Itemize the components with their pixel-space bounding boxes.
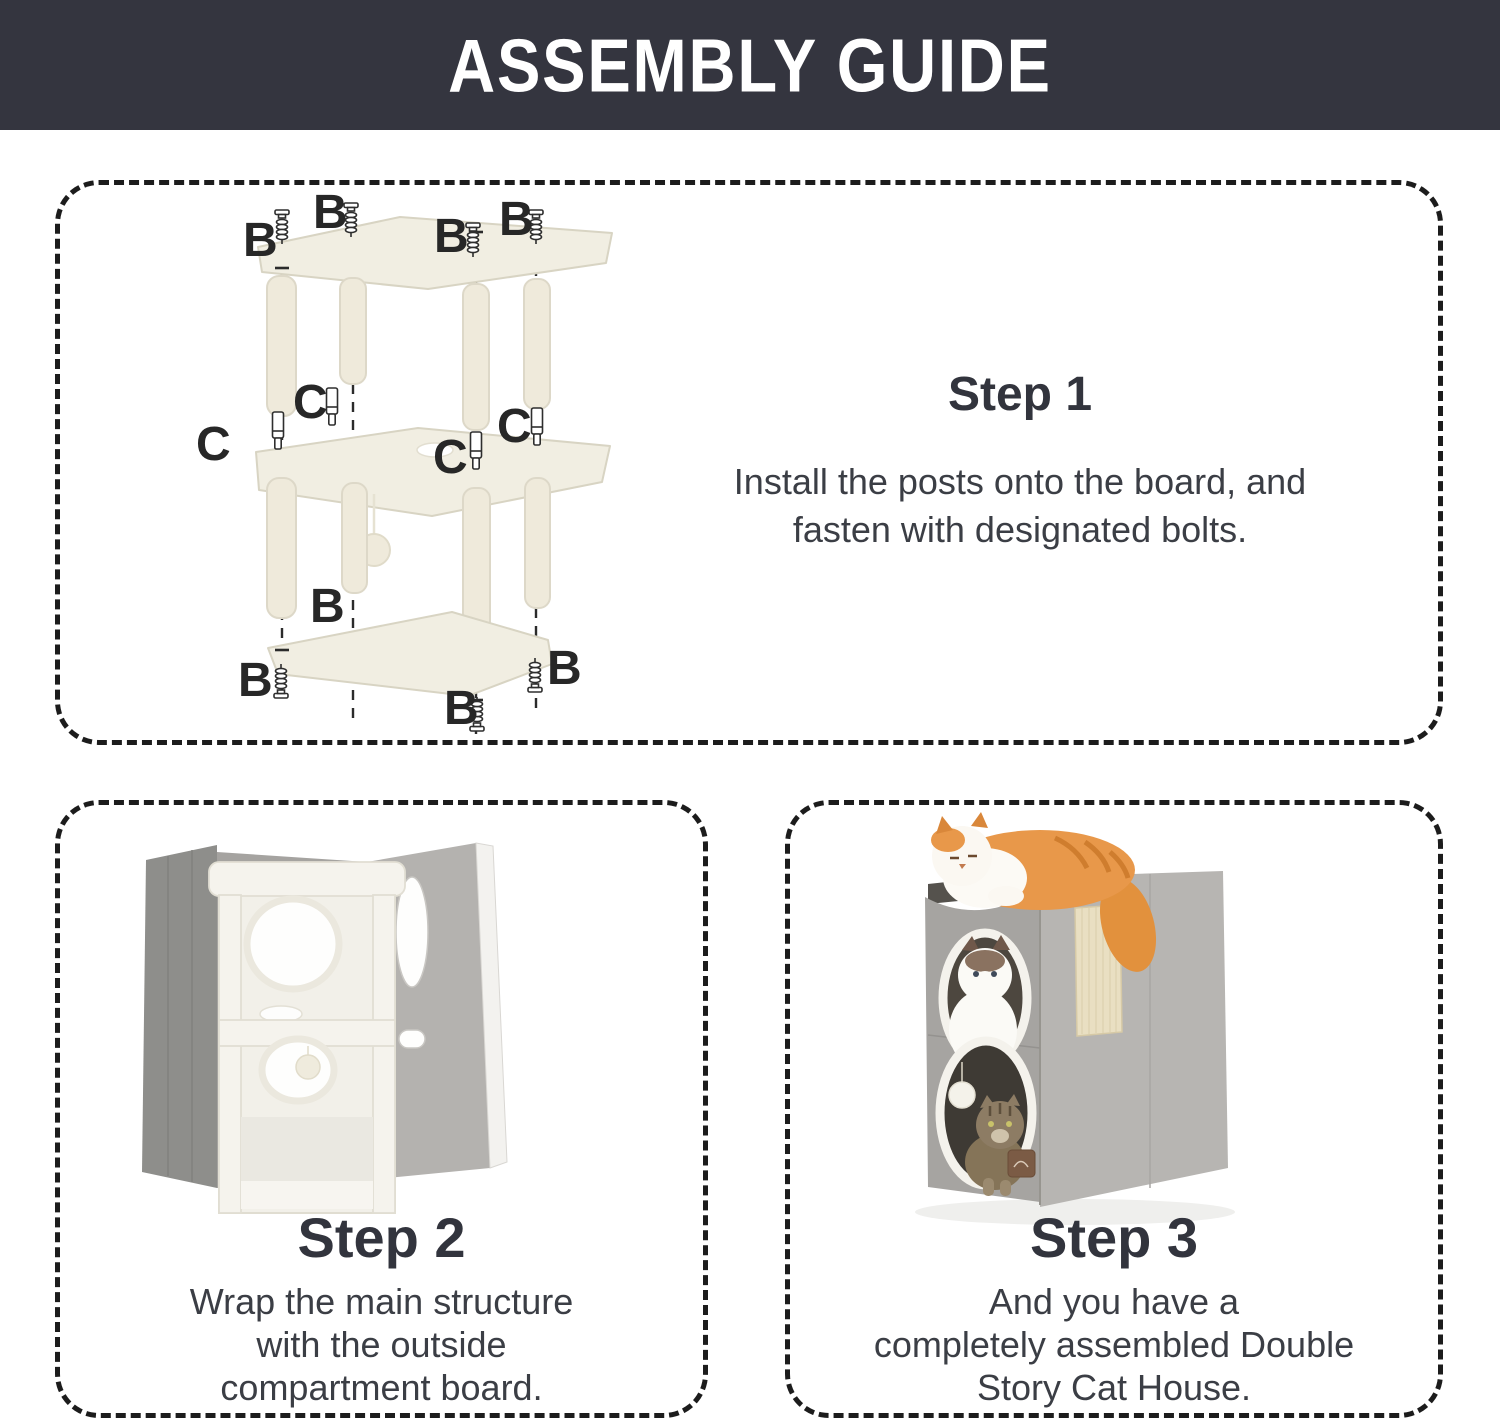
step3-finished-photo <box>893 810 1355 1242</box>
connector-icon <box>532 408 543 445</box>
step2-wrap-illustration <box>140 833 532 1225</box>
post <box>525 478 550 608</box>
post <box>524 279 550 409</box>
logo-tag <box>1008 1150 1035 1177</box>
connector-label: C <box>433 431 468 484</box>
post <box>463 284 489 430</box>
step3-title: Step 3 <box>1029 1206 1199 1269</box>
step2-description-line: Wrap the main structure <box>189 1281 574 1322</box>
connector-icon <box>273 412 284 449</box>
post <box>267 478 296 618</box>
bolt-icon <box>274 664 288 698</box>
post <box>340 278 366 384</box>
bolt-label: B <box>499 193 534 246</box>
bolt-label: B <box>547 642 582 695</box>
post <box>342 483 367 593</box>
bolt-label: B <box>434 210 469 263</box>
bolt-label: B <box>310 580 345 633</box>
step1-caption <box>640 367 1400 554</box>
page-title: ASSEMBLY GUIDE <box>448 22 1052 108</box>
step2-caption <box>60 1205 703 1409</box>
connector-label: C <box>196 418 231 471</box>
wrap-left-panel <box>142 845 217 1188</box>
side-panel-slot <box>399 1030 425 1048</box>
step2-description-line: with the outside <box>256 1324 507 1365</box>
step3-description-line: Story Cat House. <box>976 1367 1252 1408</box>
structure-top-cap <box>209 862 405 896</box>
connector-icon <box>471 432 482 469</box>
pompom-ball <box>949 1082 975 1108</box>
step1-title: Step 1 <box>947 368 1093 421</box>
step3-panel <box>785 800 1443 1418</box>
step2-description-line: compartment board. <box>220 1367 543 1408</box>
step3-description-line: And you have a <box>988 1281 1240 1322</box>
bolt-icon <box>528 658 542 692</box>
step1-description-line: fasten with designated bolts. <box>792 509 1248 550</box>
connector-label: C <box>497 400 532 453</box>
step2-title: Step 2 <box>297 1206 466 1269</box>
bolt-label: B <box>238 654 273 707</box>
step1-exploded-diagram <box>175 186 645 735</box>
step3-caption <box>790 1205 1438 1409</box>
bolt-label: B <box>243 214 278 267</box>
step1-description-line: Install the posts onto the board, and <box>733 461 1307 502</box>
pompom-ball <box>296 1055 320 1079</box>
step3-description-line: completely assembled Double <box>873 1324 1355 1365</box>
step2-panel <box>55 800 708 1418</box>
structure-right-post <box>373 895 395 1213</box>
structure-left-post <box>219 895 241 1213</box>
header-bar <box>0 0 1500 130</box>
bolt-label: B <box>444 682 479 735</box>
bolt-label: B <box>313 186 348 239</box>
open-base-interior <box>241 1117 373 1181</box>
connector-icon <box>327 388 338 425</box>
post <box>267 276 296 416</box>
step1-panel <box>55 180 1443 745</box>
upper-oval-opening <box>247 899 339 989</box>
connector-label: C <box>293 376 328 429</box>
